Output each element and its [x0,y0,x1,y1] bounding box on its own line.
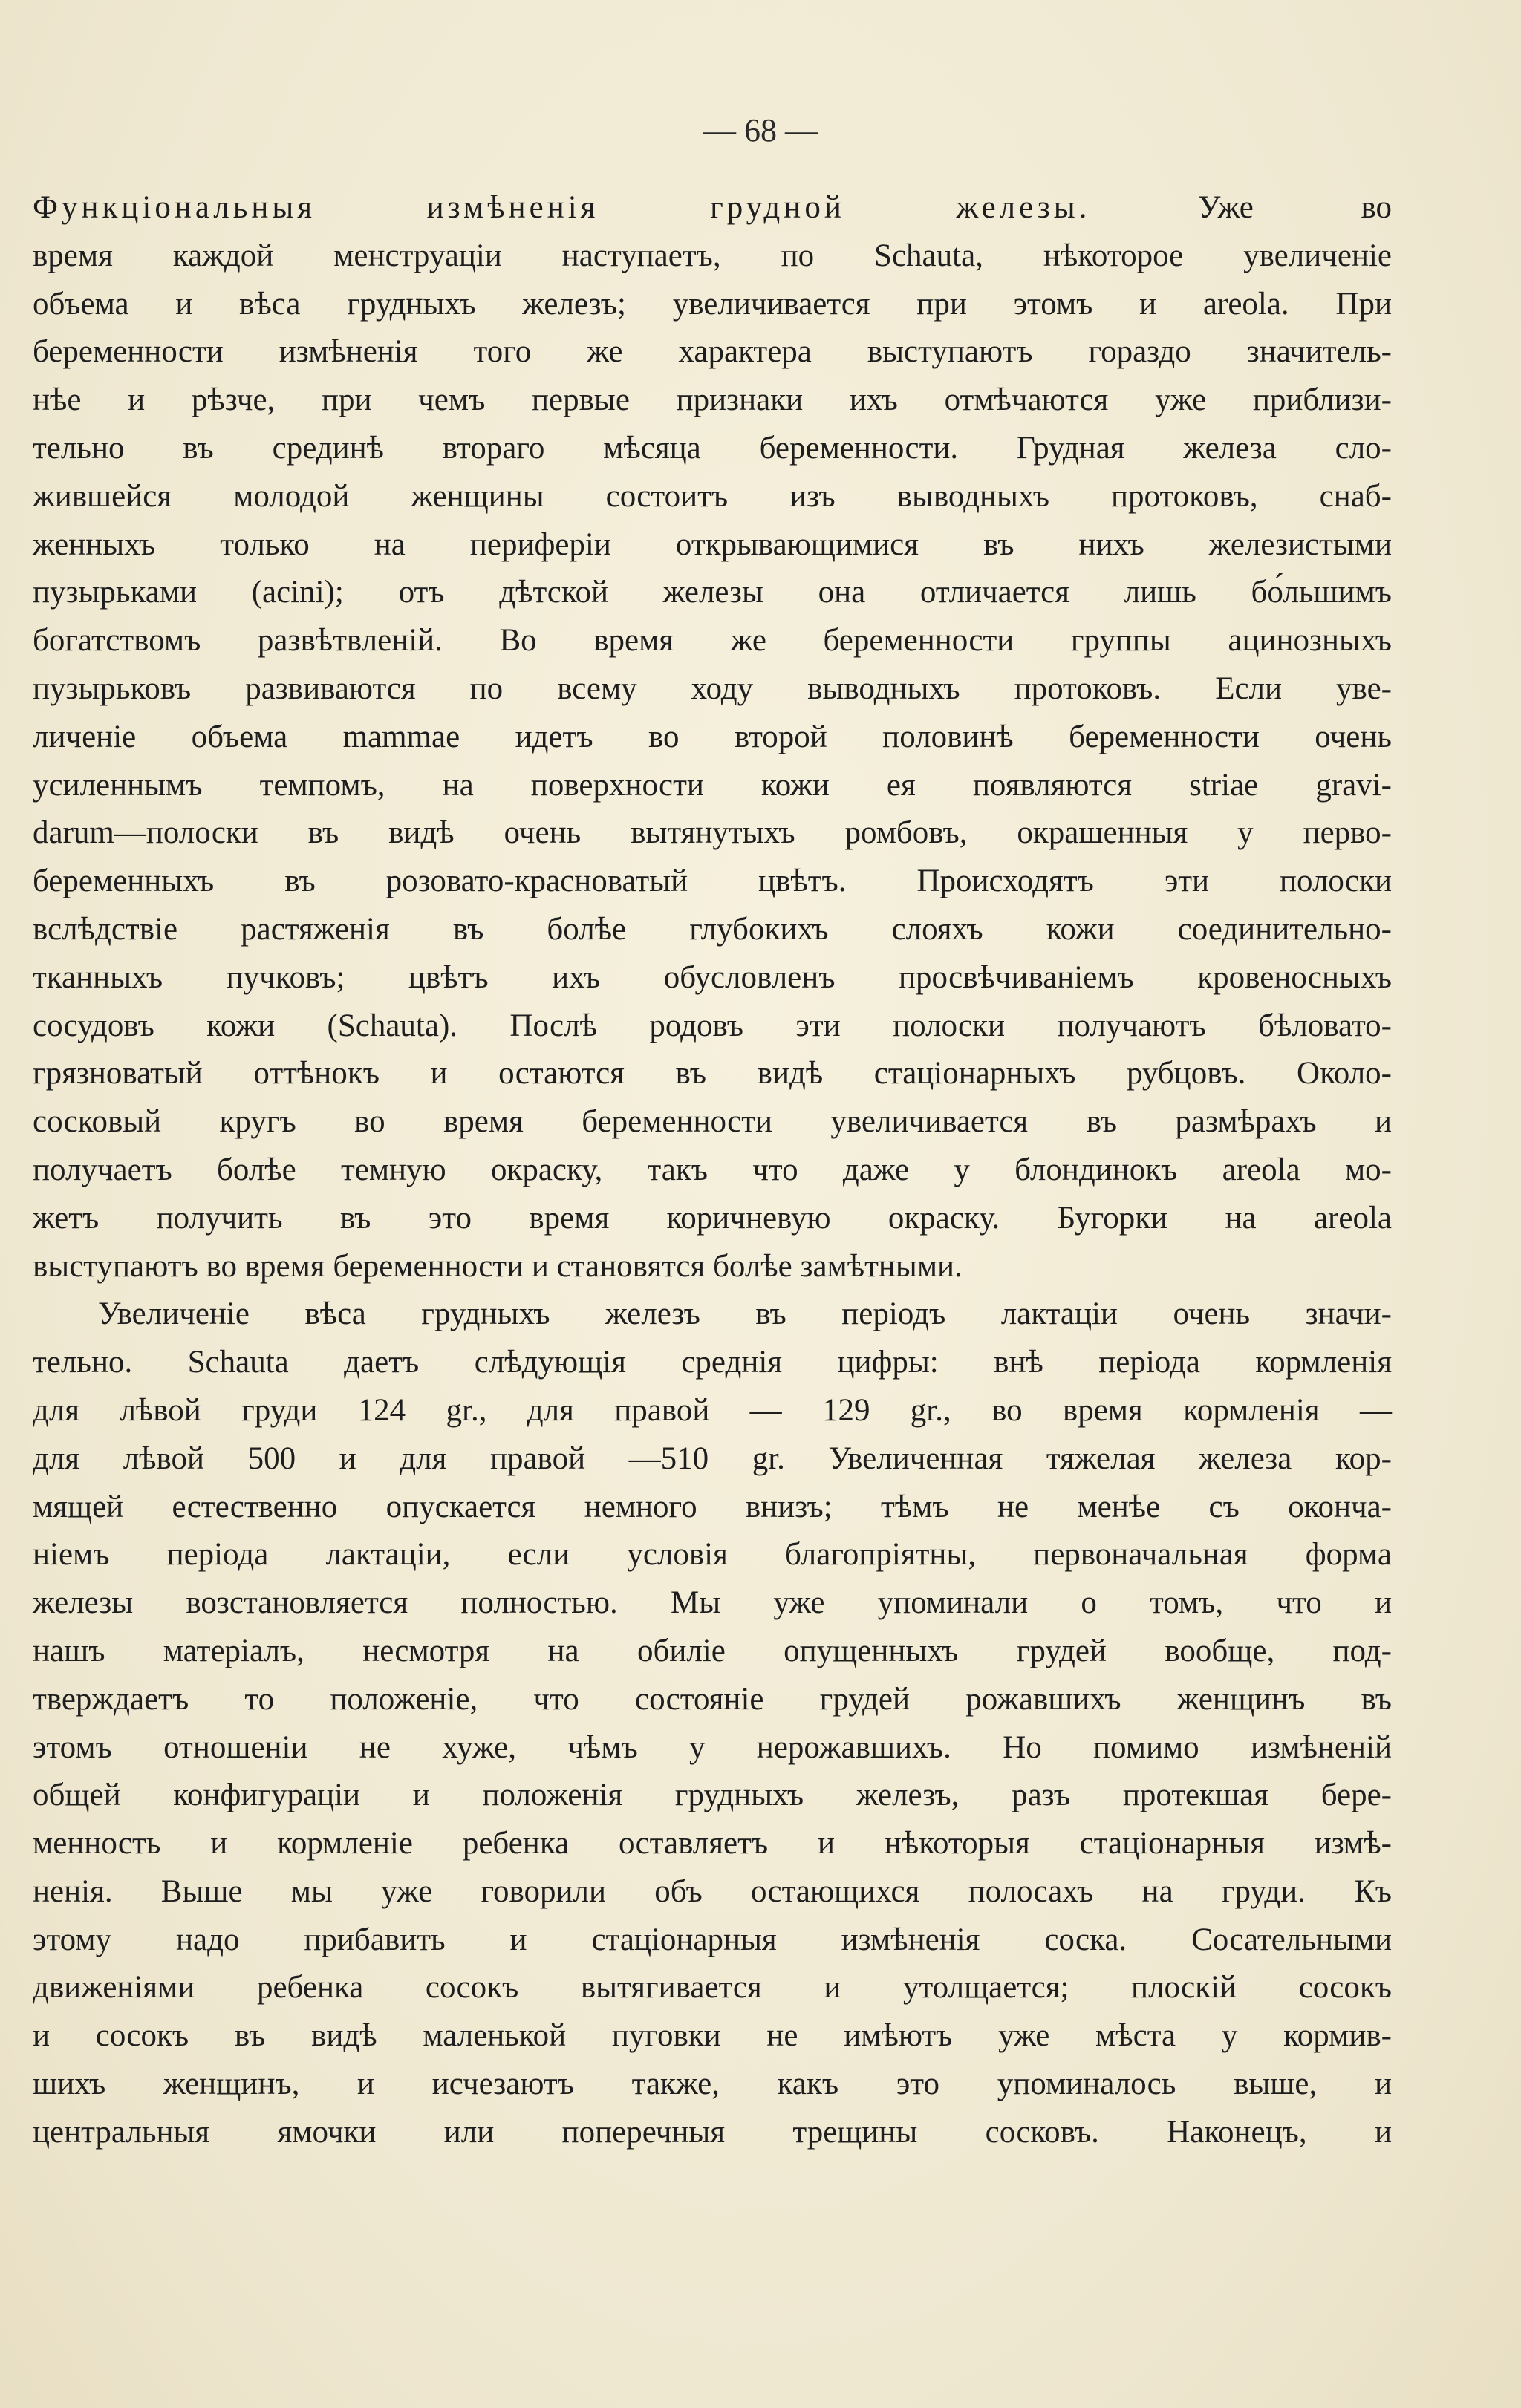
text-line: сосковый кругъ во время беременности увеличивается въ размѣрахъ и [33,1104,1392,1140]
text-line: и сосокъ въ видѣ маленькой пуговки не имѣютъ уже мѣста у кормив- [33,2018,1392,2054]
text-line: время каждой менструаціи наступаетъ, по Schauta, нѣкоторое увеличеніе [33,238,1392,273]
page-number: — 68 — [703,112,818,149]
text-line: жетъ получить въ это время коричневую окраску. Бугорки на areola [33,1200,1392,1236]
text-line: получаетъ болѣе темную окраску, такъ что даже у блондинокъ areola мо- [33,1152,1392,1187]
text-line: центральныя ямочки или поперечныя трещины сосковъ. Наконецъ, и [33,2114,1392,2150]
text-line: мящей естественно опускается немного внизъ; тѣмъ не менѣе съ оконча- [33,1489,1392,1524]
text-line: тельно. Schauta даетъ слѣдующія среднія цифры: внѣ періода кормленія [33,1345,1392,1380]
text-line: тельно въ срединѣ втораго мѣсяца беременности. Грудная железа сло- [33,430,1392,466]
text-line: движеніями ребенка сосокъ вытягивается и утолщается; плоскій сосокъ [33,1970,1392,2006]
paragraph [33,184,1392,1291]
text-line [33,184,1392,232]
text-line: этому надо прибавить и стаціонарныя измѣненія соска. Сосательными [33,1922,1392,1957]
text-line: Увеличеніе вѣса грудныхъ железъ въ періодъ лактаціи очень значи- [98,1296,1392,1332]
text-line: вслѣдствіе растяженія въ болѣе глубокихъ слояхъ кожи соединительно- [33,911,1392,947]
text-line: darum—полоски въ видѣ очень вытянутыхъ ромбовъ, окрашенныя у перво- [33,815,1392,851]
text-line: объема и вѣса грудныхъ железъ; увеличивается при этомъ и areola. При [33,286,1392,322]
text-line: пузырьками (acini); отъ дѣтской железы она отличается лишь бо́льшимъ [33,575,1392,610]
text-line: ненія. Выше мы уже говорили объ остающихся полосахъ на груди. Къ [33,1873,1392,1909]
text-line: тканныхъ пучковъ; цвѣтъ ихъ обусловленъ просвѣчиваніемъ кровеносныхъ [33,959,1392,995]
text-line: этомъ отношеніи не хуже, чѣмъ у нерожавшихъ. Но помимо измѣненій [33,1729,1392,1765]
text-line: шихъ женщинъ, и исчезаютъ также, какъ это упоминалось выше, и [33,2066,1392,2102]
text-line: личеніе объема mammae идетъ во второй половинѣ беременности очень [33,719,1392,754]
body-text [33,184,1392,2157]
text-line: богатствомъ развѣтвленій. Во время же беременности группы ацинозныхъ [33,623,1392,659]
text-line: тверждаетъ то положеніе, что состояніе грудей рожавшихъ женщинъ въ [33,1681,1392,1717]
text-line: для лѣвой груди 124 gr., для правой — 129 gr., во время кормленія — [33,1392,1392,1428]
text-line: сосудовъ кожи (Schauta). Послѣ родовъ эти полоски получаютъ бѣловато- [33,1008,1392,1043]
text-line: пузырьковъ развиваются по всему ходу выводныхъ протоковъ. Если уве- [33,670,1392,706]
text-line: ніемъ періода лактаціи, если условія благопріятны, первоначальная форма [33,1537,1392,1573]
text-line: общей конфигураціи и положенія грудныхъ железъ, разъ протекшая бере- [33,1778,1392,1813]
text-line: грязноватый оттѣнокъ и остаются въ видѣ стаціонарныхъ рубцовъ. Около- [33,1056,1392,1092]
paragraph [33,1291,1392,2156]
text-line: выступаютъ во время беременности и становятся болѣе замѣтными. [33,1248,963,1284]
text-line: жившейся молодой женщины состоитъ изъ выводныхъ протоковъ, снаб- [33,478,1392,514]
text-line: беременности измѣненія того же характера выступаютъ гораздо значитель- [33,334,1392,370]
section-heading: Функціональныя измѣненія грудной железы. [33,190,1091,225]
text-run: Уже во [1090,190,1393,225]
text-line: для лѣвой 500 и для правой —510 gr. Увеличенная тяжелая железа кор- [33,1440,1392,1476]
text-line: нашъ матеріалъ, несмотря на обиліе опущенныхъ грудей вообще, под- [33,1633,1392,1668]
text-line: женныхъ только на периферіи открывающимися въ нихъ железистыми [33,526,1392,562]
text-line: усиленнымъ темпомъ, на поверхности кожи ея появляются striae gravi- [33,767,1392,803]
text-line: беременныхъ въ розовато-красноватый цвѣтъ. Происходятъ эти полоски [33,864,1392,899]
text-line: менность и кормленіе ребенка оставляетъ и нѣкоторыя стаціонарныя измѣ- [33,1826,1392,1862]
text-line: железы возстановляется полностью. Мы уже упоминали о томъ, что и [33,1585,1392,1621]
text-line: нѣе и рѣзче, при чемъ первые признаки ихъ отмѣчаются уже приблизи- [33,382,1392,418]
